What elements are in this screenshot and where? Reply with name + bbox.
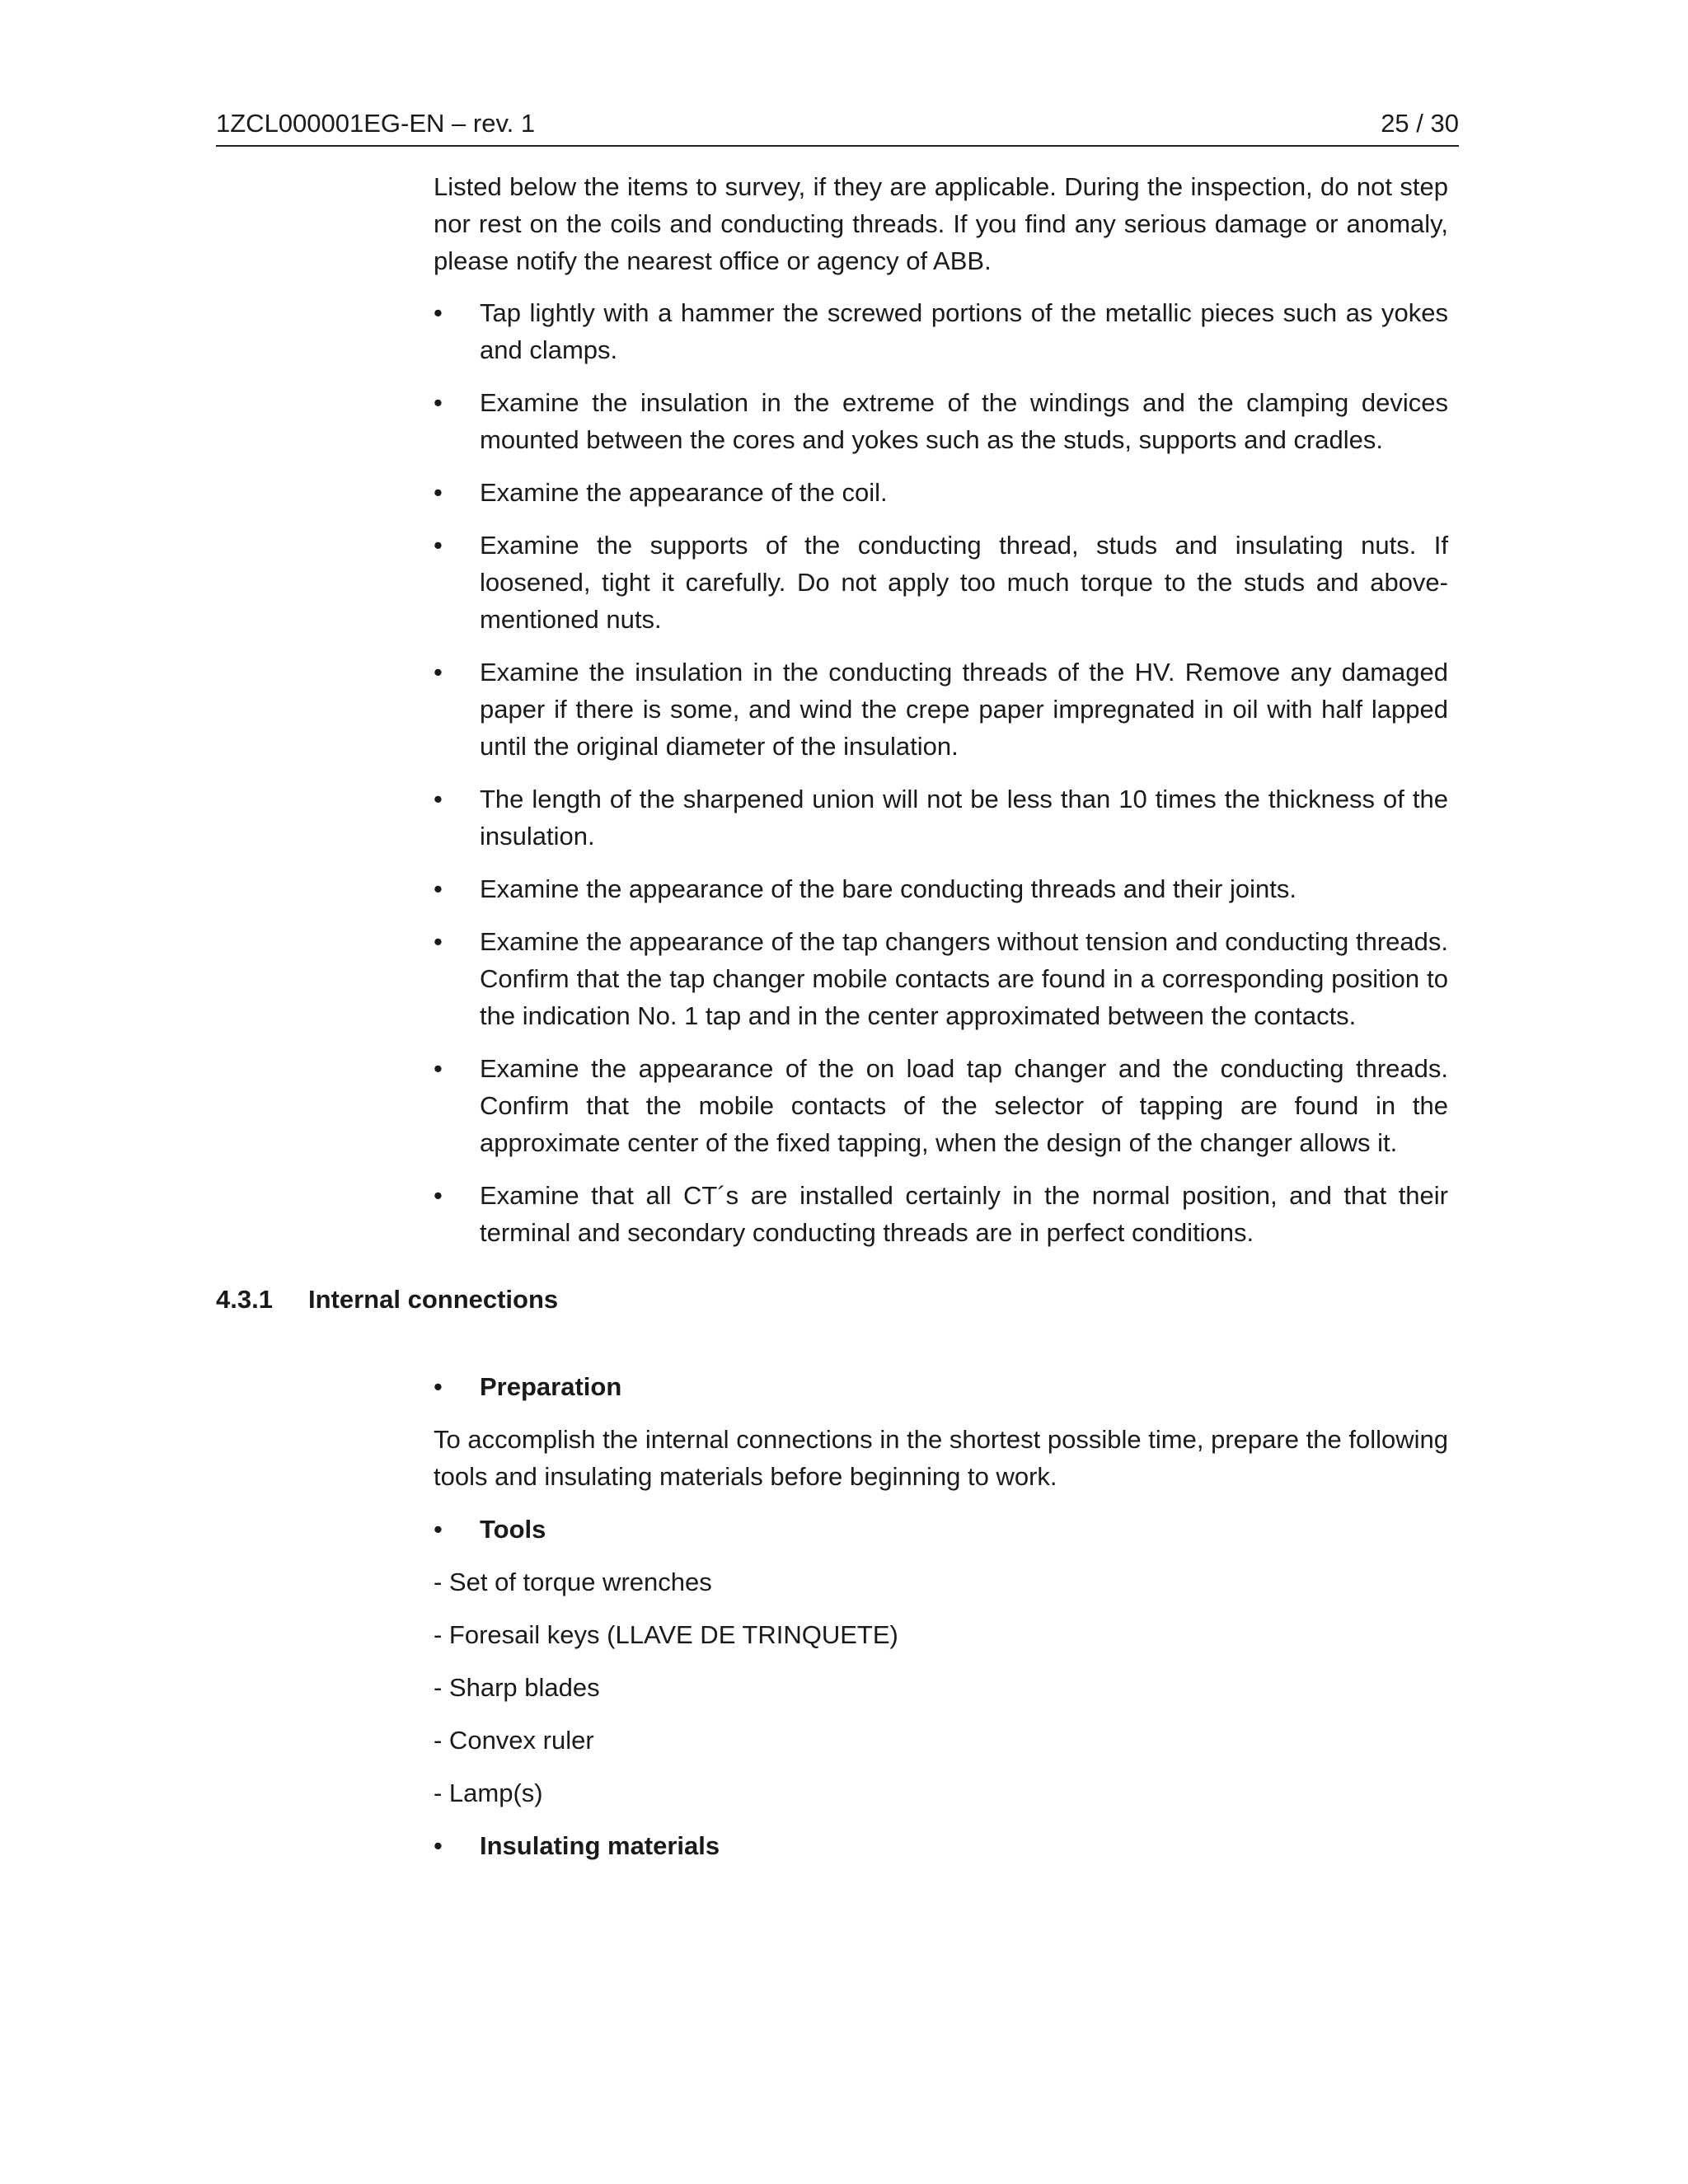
tools-heading (434, 1511, 1448, 1548)
bullet-icon: • (434, 1515, 443, 1544)
page-header (216, 105, 1459, 147)
inspection-section (434, 168, 1448, 1267)
document-id: 1ZCL000001EG-EN – rev. 1 (216, 109, 536, 138)
list-item-text: Tap lightly with a hammer the screwed portions of the metallic pieces such as yokes and clamps. (480, 298, 1448, 364)
tool-item: - Convex ruler (434, 1726, 594, 1755)
preparation-heading-text: Preparation (480, 1372, 622, 1401)
bullet-icon: • (434, 1181, 443, 1210)
bullet-icon: • (434, 478, 443, 507)
bullet-icon: • (434, 1372, 443, 1401)
section-heading (216, 1281, 558, 1318)
list-item (434, 923, 1448, 1034)
list-item-text: Examine that all CT´s are installed certainly in the normal position, and that their terminal and secondary conducting threads are in perfect conditions. (480, 1181, 1448, 1247)
bullet-icon: • (434, 927, 443, 956)
bullet-icon: • (434, 658, 443, 687)
bullet-icon: • (434, 531, 443, 560)
list-item (434, 870, 1448, 907)
list-item-text: The length of the sharpened union will not be less than 10 times the thickness of the insulation. (480, 785, 1448, 851)
list-item-text: Examine the appearance of the on load tap changer and the conducting threads. Confirm that the mobile contacts of the selector of tapping are found in the approximate center of the fixed tapping, when the design of the changer allows it. (480, 1054, 1448, 1157)
tool-item: - Set of torque wrenches (434, 1568, 712, 1596)
bullet-icon: • (434, 1054, 443, 1083)
bullet-icon: • (434, 785, 443, 813)
preparation-paragraph: To accomplish the internal connections in the shortest possible time, prepare the following tools and insulating materials before beginning to work. (434, 1425, 1448, 1491)
bullet-icon: • (434, 1831, 443, 1860)
list-item (434, 654, 1448, 765)
preparation-heading (434, 1368, 1448, 1405)
inspection-list (434, 294, 1448, 1251)
tool-item: - Foresail keys (LLAVE DE TRINQUETE) (434, 1620, 898, 1649)
tool-item: - Sharp blades (434, 1673, 600, 1702)
bullet-icon: • (434, 388, 443, 417)
section-title: Internal connections (308, 1285, 559, 1314)
insulating-materials-heading-text: Insulating materials (480, 1831, 720, 1860)
list-item-text: Examine the appearance of the bare conducting threads and their joints. (480, 874, 1296, 903)
list-item-text: Examine the insulation in the conducting threads of the HV. Remove any damaged paper if there is some, and wind the crepe paper impregnated in oil with half lapped until the original diameter of the insulation. (480, 658, 1448, 761)
list-item (434, 1177, 1448, 1251)
list-item (434, 384, 1448, 458)
list-item (434, 474, 1448, 511)
list-item-text: Examine the supports of the conducting thread, studs and insulating nuts. If loosened, tight it carefully. Do not apply too much torque to the studs and above-mentioned nuts. (480, 531, 1448, 634)
list-item (434, 780, 1448, 855)
list-item (434, 294, 1448, 368)
insulating-materials-heading (434, 1827, 1448, 1864)
intro-paragraph: Listed below the items to survey, if they are applicable. During the inspection, do not step nor rest on the coils and conducting threads. If you find any serious damage or anomaly, please notify the nearest office or agency of ABB. (434, 172, 1448, 275)
internal-connections-body (434, 1368, 1448, 1880)
tool-item: - Lamp(s) (434, 1779, 543, 1807)
bullet-icon: • (434, 874, 443, 903)
list-item-text: Examine the appearance of the coil. (480, 478, 888, 507)
list-item (434, 1050, 1448, 1161)
list-item-text: Examine the insulation in the extreme of the windings and the clamping devices mounted between the cores and yokes such as the studs, supports and cradles. (480, 388, 1448, 454)
list-item-text: Examine the appearance of the tap changers without tension and conducting threads. Confirm that the tap changer mobile contacts are found in a corresponding position to the indication No. 1 tap and in the center approximated between the contacts. (480, 927, 1448, 1030)
page-number: 25 / 30 (1381, 109, 1459, 138)
list-item (434, 527, 1448, 638)
section-number: 4.3.1 (216, 1285, 273, 1314)
bullet-icon: • (434, 298, 443, 327)
tools-heading-text: Tools (480, 1515, 546, 1544)
